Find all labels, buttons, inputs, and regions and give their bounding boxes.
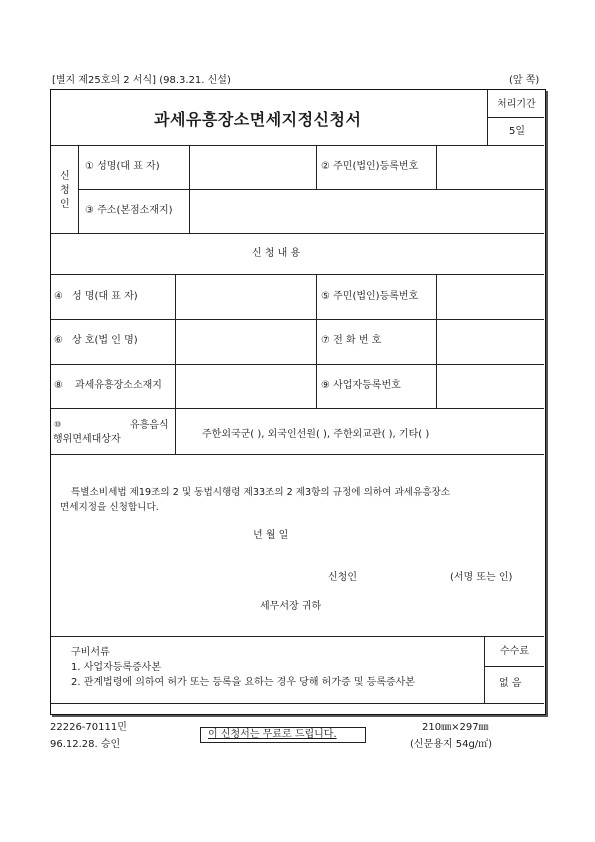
form-reference: [별지 제25호의 2 서식] (98.3.21. 신설)	[52, 75, 231, 86]
detail-target-num: ⑩	[54, 420, 62, 429]
detail-regno-field[interactable]	[440, 280, 540, 310]
statement-line2: 면세지정을 신청합니다.	[60, 502, 159, 513]
statement-line1: 특별소비세법 제19조의 2 및 동법시행령 제33조의 2 제3항의 규정에 의하여 과세유흥장소	[71, 487, 451, 498]
detail-regno-label: ⑤ 주민(법인)등록번호	[321, 291, 419, 302]
paper-type: (신문용지 54g/㎡)	[410, 739, 493, 750]
statement-date: 년 월 일	[253, 530, 289, 541]
statement-recipient: 세무서장 귀하	[260, 601, 322, 612]
detail-name-field[interactable]	[179, 280, 313, 310]
applicant-regno-label: ② 주민(법인)등록번호	[321, 161, 419, 172]
applicant-group-label: 인	[60, 199, 70, 210]
detail-company-field[interactable]	[179, 325, 313, 355]
detail-location-label: 과세유흥장소소재지	[75, 380, 162, 391]
fee-label: 수수료	[500, 646, 529, 657]
divider	[51, 703, 544, 704]
detail-bizno-label: ⑨ 사업자등록번호	[321, 380, 401, 391]
paper-size: 210㎜×297㎜	[422, 722, 489, 733]
statement-applicant: 신청인	[328, 572, 357, 583]
divider	[51, 233, 544, 234]
applicant-name-field[interactable]	[192, 150, 312, 180]
divider	[484, 636, 485, 703]
applicant-group-label: 청	[60, 185, 70, 196]
divider	[78, 189, 544, 190]
fee-value: 없 음	[499, 678, 522, 689]
divider	[51, 636, 544, 637]
approval-date: 96.12.28. 승인	[50, 739, 121, 750]
documents-item1: 1. 사업자등록증사본	[71, 662, 161, 673]
detail-phone-label: ⑦ 전 화 번 호	[321, 335, 382, 346]
documents-label: 구비서류	[71, 647, 110, 658]
divider	[175, 274, 176, 408]
page-side-label: (앞 쪽)	[509, 75, 540, 86]
divider	[484, 666, 544, 667]
detail-name-label: 성 명(대 표 자)	[72, 291, 138, 302]
applicant-group-label: 신	[60, 171, 70, 182]
form-code: 22226-70111민	[50, 722, 127, 733]
applicant-regno-field[interactable]	[440, 150, 540, 180]
detail-phone-field[interactable]	[440, 325, 540, 355]
divider	[51, 408, 544, 409]
processing-period-label: 처리기간	[497, 99, 536, 110]
detail-target-label-line1: 유흥음식	[130, 420, 169, 431]
detail-company-label: 상 호(법 인 명)	[72, 335, 138, 346]
divider	[175, 408, 176, 454]
divider	[51, 274, 544, 275]
detail-target-options[interactable]: 주한외국군( ), 외국인선원( ), 주한외교관( ), 기타( )	[202, 429, 430, 440]
divider	[316, 145, 317, 189]
divider	[51, 454, 544, 455]
applicant-name-label: ① 성명(대 표 자)	[85, 161, 160, 172]
divider	[51, 319, 544, 320]
section-title: 신 청 내 용	[252, 248, 301, 259]
divider	[316, 274, 317, 408]
divider	[436, 145, 437, 189]
detail-name-num: ④	[54, 291, 63, 302]
processing-period-value: 5일	[509, 126, 526, 137]
detail-company-num: ⑥	[54, 335, 63, 346]
detail-target-label-line2: 행위면세대상자	[53, 434, 121, 445]
divider	[436, 274, 437, 408]
applicant-address-label: ③ 주소(본점소재지)	[85, 205, 173, 216]
detail-location-num: ⑧	[54, 380, 63, 391]
divider	[487, 117, 544, 118]
form-frame	[50, 89, 546, 715]
statement-sign: (서명 또는 인)	[450, 572, 513, 583]
documents-item2: 2. 관계법령에 의하여 허가 또는 등록을 요하는 경우 당해 허가증 및 등록증사본	[71, 677, 415, 688]
form-title: 과세유흥장소면세지정신청서	[154, 110, 362, 129]
divider	[51, 364, 544, 365]
divider	[51, 145, 544, 146]
applicant-address-field[interactable]	[192, 194, 540, 226]
detail-location-field[interactable]	[179, 370, 313, 400]
free-notice: 이 신청서는 무료로 드립니다.	[208, 729, 337, 740]
detail-bizno-field[interactable]	[440, 370, 540, 400]
